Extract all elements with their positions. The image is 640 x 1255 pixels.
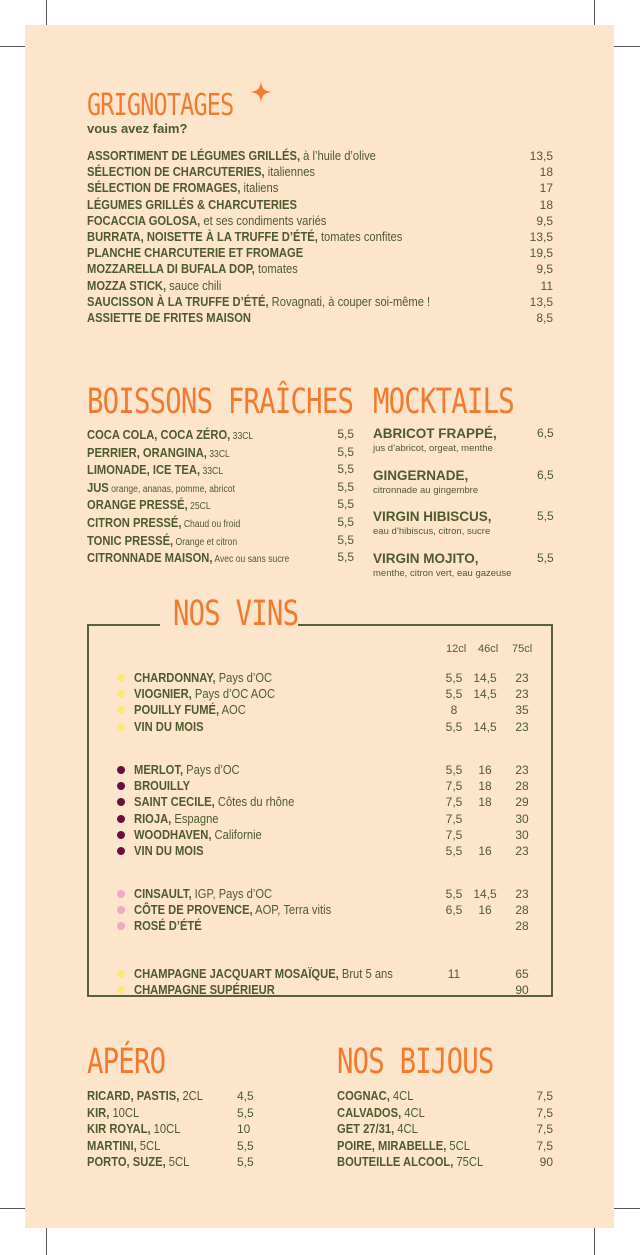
wine-item-text <box>134 886 272 902</box>
wine-item-desc: Pays d’OC AOC <box>191 686 276 702</box>
wine-item-text <box>134 902 331 918</box>
drink-item-desc: 33CL <box>200 466 224 478</box>
menu-item-desc: à l’huile d’olive <box>300 148 376 163</box>
wine-price-12cl: 8 <box>450 703 458 718</box>
menu-item-name: LÉGUMES GRILLÉS & CHARCUTERIES <box>87 196 297 212</box>
crop-mark <box>614 1208 640 1209</box>
drink-item-name: COCA COLA, COCA ZÉRO, <box>87 427 231 442</box>
wine-item-text <box>134 794 294 810</box>
wine-item-name: CÔTE DE PROVENCE, <box>134 902 253 918</box>
mocktail-desc: jus d’abricot, orgeat, menthe <box>373 443 493 454</box>
wine-price-75cl: 35 <box>515 703 529 718</box>
wine-color-dot <box>117 815 125 823</box>
wine-price-12cl: 5,5 <box>445 671 463 685</box>
menu-item <box>87 229 553 245</box>
menu-item-price: 8,5 <box>536 311 553 325</box>
drink-item-price: 5,5 <box>337 550 354 565</box>
menu-item-price: 17 <box>539 181 553 196</box>
bijou-item <box>337 1105 553 1122</box>
crop-mark <box>594 1228 595 1255</box>
drink-item-name: JUS <box>87 479 109 495</box>
menu-item-desc: tomates confites <box>317 229 403 244</box>
apero-item <box>87 1138 257 1155</box>
crop-mark <box>0 46 25 47</box>
menu-item-text <box>87 180 278 196</box>
bijou-item-text <box>337 1088 413 1105</box>
drink-item-text <box>87 514 240 534</box>
apero-item <box>87 1105 257 1122</box>
menu-item-text <box>87 310 251 326</box>
mocktail-name: VIRGIN HIBISCUS, <box>373 509 492 524</box>
wine-price-75cl: 29 <box>515 795 529 810</box>
menu-item-name: MOZZARELLA DI BUFALA DOP, <box>87 261 255 277</box>
drink-item-price: 5,5 <box>337 427 354 441</box>
wine-item-text <box>134 686 275 702</box>
menu-item-desc: tomates <box>254 261 298 277</box>
menu-item <box>87 310 553 326</box>
drink-item-text <box>87 479 235 499</box>
menu-item-text <box>87 164 315 180</box>
wine-item-text <box>134 702 246 718</box>
wine-item-name: RIOJA, <box>134 810 172 826</box>
wine-color-dot <box>117 970 125 978</box>
drink-item-desc: orange, ananas, pomme, abricot <box>108 483 235 495</box>
wine-color-dot <box>117 890 125 898</box>
menu-item-text <box>87 197 297 213</box>
drink-item <box>87 549 354 569</box>
wine-item-text <box>134 670 272 686</box>
bijou-item-name: GET 27/31, <box>337 1121 395 1136</box>
drink-item-desc: 25CL <box>187 501 211 513</box>
wine-price-75cl: 28 <box>515 779 529 794</box>
wine-item-name: BROUILLY <box>134 778 191 794</box>
wine-color-dot <box>117 766 125 774</box>
wine-price-12cl: 5,5 <box>445 763 463 777</box>
menu-item-name: PLANCHE CHARCUTERIE ET FROMAGE <box>87 245 304 261</box>
bijou-item-price: 90 <box>539 1155 553 1169</box>
mocktail-price: 6,5 <box>537 467 554 482</box>
wine-price-75cl: 23 <box>515 844 529 858</box>
wine-price-75cl: 65 <box>515 967 529 981</box>
apero-item-text <box>87 1121 180 1138</box>
drink-item-name: ORANGE PRESSÉ, <box>87 497 188 513</box>
drink-item-name: CITRONNADE MAISON, <box>87 550 213 566</box>
apero-item-desc: 10CL <box>109 1104 140 1120</box>
drink-item-desc: Avec ou sans sucre <box>212 554 290 566</box>
menu-item-name: ASSORTIMENT DE LÉGUMES GRILLÉS, <box>87 148 301 163</box>
bijou-item-name: CALVADOS, <box>337 1104 402 1120</box>
drink-item-name: CITRON PRESSÉ, <box>87 515 182 530</box>
wine-item-desc: IGP, Pays d’OC <box>191 886 273 901</box>
menu-item-text <box>87 229 402 245</box>
mocktail-price: 5,5 <box>537 550 554 565</box>
mocktail-desc: eau d’hibiscus, citron, sucre <box>373 526 491 537</box>
menu-item-price: 19,5 <box>529 246 553 261</box>
menu-item-price: 9,5 <box>536 262 553 277</box>
bijous-title: NOS BIJOUS <box>337 1042 494 1082</box>
wine-price-12cl: 7,5 <box>445 827 463 842</box>
wine-price-75cl: 23 <box>515 671 529 685</box>
wine-item-text <box>134 982 275 998</box>
menu-item-desc: italiens <box>240 180 279 196</box>
mocktails-title: MOCKTAILS <box>373 382 514 422</box>
wine-price-12cl: 5,5 <box>445 687 463 702</box>
apero-item-text <box>87 1138 160 1155</box>
wine-price-75cl: 30 <box>515 827 529 842</box>
mocktail-price: 5,5 <box>537 509 554 523</box>
wine-price-12cl: 5,5 <box>445 844 463 858</box>
menu-item <box>87 180 553 196</box>
apero-item <box>87 1154 257 1171</box>
wine-price-12cl: 5,5 <box>445 887 463 901</box>
wine-item-text <box>134 827 262 843</box>
wine-price-12cl: 6,5 <box>445 903 463 918</box>
wine-item-text <box>134 966 393 982</box>
wine-item-text <box>134 778 190 794</box>
menu-item-text <box>87 148 376 164</box>
wine-price-46cl: 14,5 <box>473 687 497 702</box>
menu-item-price: 13,5 <box>529 230 553 244</box>
bijou-item <box>337 1138 553 1155</box>
wine-item-name: POUILLY FUMÉ, <box>134 702 220 718</box>
bijou-item-text <box>337 1105 425 1122</box>
wine-price-12cl: 7,5 <box>445 795 463 810</box>
bijou-item-price: 7,5 <box>536 1105 553 1120</box>
mocktail-desc: citronnade au gingembre <box>373 484 479 496</box>
apero-item-price: 5,5 <box>237 1155 254 1169</box>
apero-item-text <box>87 1088 203 1105</box>
wine-item-name: CHAMPAGNE JACQUART MOSAÏQUE, <box>134 966 339 981</box>
menu-item <box>87 213 553 229</box>
grignotages-title: GRIGNOTAGES <box>87 88 234 123</box>
bijou-item-text <box>337 1121 418 1138</box>
crop-mark <box>594 0 595 25</box>
crop-mark <box>614 46 640 47</box>
wine-price-75cl: 23 <box>515 687 529 702</box>
wine-item-name: CHARDONNAY, <box>134 670 216 685</box>
drink-item-text <box>87 549 289 569</box>
wine-item-name: CHAMPAGNE SUPÉRIEUR <box>134 982 275 998</box>
wine-price-75cl: 90 <box>515 983 529 998</box>
apero-item-price: 10 <box>237 1122 251 1136</box>
wine-item-desc: Pays d’OC <box>215 670 273 685</box>
apero-item-name: KIR ROYAL, <box>87 1121 151 1136</box>
wine-item-desc: Californie <box>211 826 262 842</box>
wine-item-name: MERLOT, <box>134 762 184 777</box>
bijou-item-text <box>337 1154 483 1171</box>
crop-mark <box>0 1208 25 1209</box>
wine-price-12cl: 11 <box>447 967 461 981</box>
wine-item-desc: AOP, Terra vitis <box>252 902 332 918</box>
apero-item-price: 5,5 <box>237 1105 254 1120</box>
menu-item-text <box>87 261 298 277</box>
apero-item-text <box>87 1154 189 1171</box>
wine-price-46cl: 18 <box>478 795 492 810</box>
menu-item-name: BURRATA, NOISETTE À LA TRUFFE D’ÉTÉ, <box>87 229 318 244</box>
menu-item <box>87 197 553 213</box>
menu-item <box>87 261 553 277</box>
wine-price-46cl: 14,5 <box>473 671 497 685</box>
apero-item <box>87 1121 257 1138</box>
bijou-item <box>337 1154 553 1171</box>
mocktail-name: ABRICOT FRAPPÉ, <box>373 426 497 441</box>
apero-item-name: PORTO, SUZE, <box>87 1154 166 1169</box>
wine-price-75cl: 23 <box>515 719 529 734</box>
menu-item-desc: italiennes <box>264 164 316 180</box>
wine-price-46cl: 16 <box>478 844 492 858</box>
bijou-item-desc: 5CL <box>446 1137 470 1153</box>
drink-item-desc: 33CL <box>206 448 230 460</box>
grignotages-subtitle: vous avez faim? <box>87 121 188 136</box>
wine-item-name: SAINT CECILE, <box>134 794 215 810</box>
mocktail-price: 6,5 <box>537 426 554 440</box>
wine-item-desc: Côtes du rhône <box>214 794 295 810</box>
wine-header-75cl: 75cl <box>512 643 533 655</box>
drink-item-price: 5,5 <box>337 532 354 547</box>
drink-item-price: 5,5 <box>337 497 354 512</box>
menu-item-text <box>87 245 303 261</box>
drink-item-name: LIMONADE, ICE TEA, <box>87 462 201 478</box>
drink-item-text <box>87 426 253 446</box>
wine-header-12cl: 12cl <box>446 643 467 655</box>
wine-item-text <box>134 762 240 778</box>
wine-item-name: ROSÉ D’ÉTÉ <box>134 918 202 934</box>
mocktail-name: GINGERNADE, <box>373 467 469 483</box>
sparkle-icon <box>250 81 272 103</box>
wine-item-text <box>134 719 204 735</box>
bijou-item-name: COGNAC, <box>337 1088 390 1103</box>
menu-item <box>87 148 553 164</box>
wine-price-12cl: 7,5 <box>445 811 463 826</box>
bijou-item-text <box>337 1138 470 1155</box>
drink-item-price: 5,5 <box>337 444 354 459</box>
drink-item-text <box>87 532 237 552</box>
menu-item-text <box>87 213 326 229</box>
wine-price-46cl: 14,5 <box>473 719 497 734</box>
menu-item <box>87 164 553 180</box>
drink-item-name: TONIC PRESSÉ, <box>87 532 174 548</box>
wine-price-46cl: 16 <box>478 903 492 918</box>
bijou-item-desc: 4CL <box>394 1121 418 1136</box>
wine-color-dot <box>117 674 125 682</box>
apero-item-desc: 5CL <box>165 1154 190 1169</box>
wine-item-name: CINSAULT, <box>134 886 192 901</box>
apero-item-desc: 10CL <box>150 1121 181 1136</box>
wine-price-12cl: 5,5 <box>445 719 463 734</box>
apero-item-price: 4,5 <box>237 1089 254 1103</box>
wine-price-75cl: 30 <box>515 811 529 826</box>
wine-header-46cl: 46cl <box>478 643 499 655</box>
drink-item-desc: 33CL <box>230 431 254 442</box>
bijou-item-desc: 4CL <box>401 1104 425 1120</box>
drink-item-text <box>87 496 211 516</box>
crop-mark <box>46 0 47 25</box>
apero-item-name: KIR, <box>87 1104 110 1120</box>
menu-item-price: 13,5 <box>529 294 553 309</box>
apero-item-price: 5,5 <box>237 1138 254 1153</box>
wine-item-name: WOODHAVEN, <box>134 826 212 842</box>
drink-item-name: PERRIER, ORANGINA, <box>87 444 207 460</box>
wine-price-46cl: 16 <box>478 763 492 777</box>
menu-item-text <box>87 294 430 310</box>
wine-item-desc: Pays d’OC <box>183 762 240 777</box>
wine-price-75cl: 23 <box>515 763 529 777</box>
wine-item-desc: Espagne <box>171 810 219 826</box>
bijou-item-price: 7,5 <box>536 1089 553 1103</box>
drink-item-price: 5,5 <box>337 479 354 494</box>
wine-price-75cl: 23 <box>515 887 529 901</box>
bijou-item-price: 7,5 <box>536 1138 553 1153</box>
menu-item-name: SAUCISSON À LA TRUFFE D’ÉTÉ, <box>87 293 269 309</box>
bijou-item-desc: 75CL <box>453 1154 484 1169</box>
drink-item-price: 5,5 <box>337 515 354 529</box>
wine-color-dot <box>117 847 125 855</box>
menu-item-desc: et ses condiments variés <box>200 212 327 228</box>
drink-item-price: 5,5 <box>337 462 354 477</box>
wine-item-text <box>134 811 219 827</box>
menu-item-name: SÉLECTION DE CHARCUTERIES, <box>87 164 265 180</box>
apero-item-text <box>87 1105 139 1122</box>
wine-color-dot <box>117 831 125 839</box>
wine-color-dot <box>117 723 125 731</box>
menu-item-text <box>87 278 221 294</box>
drink-item <box>87 532 354 552</box>
menu-item-price: 11 <box>540 278 553 293</box>
apero-title: APÉRO <box>87 1042 166 1082</box>
wine-item-desc: AOC <box>219 702 246 718</box>
menu-item-name: SÉLECTION DE FROMAGES, <box>87 180 241 196</box>
wine-price-75cl: 28 <box>515 903 529 918</box>
bijou-item-price: 7,5 <box>536 1122 553 1136</box>
wine-item-name: VIN DU MOIS <box>134 718 204 734</box>
drink-item <box>87 461 354 481</box>
menu-item <box>87 245 553 261</box>
drink-item-text <box>87 461 223 481</box>
bijou-item-name: BOUTEILLE ALCOOL, <box>337 1154 454 1169</box>
apero-item <box>87 1088 257 1105</box>
menu-item-price: 18 <box>539 165 553 180</box>
vins-title: NOS VINS <box>173 594 299 634</box>
menu-item-name: ASSIETTE DE FRITES MAISON <box>87 310 251 325</box>
wine-item-desc: Brut 5 ans <box>338 966 393 981</box>
drink-item-desc: Chaud ou froid <box>181 519 241 530</box>
drink-item <box>87 479 354 499</box>
menu-item-desc: sauce chili <box>166 277 222 293</box>
wine-item-text <box>134 918 202 934</box>
wine-price-75cl: 28 <box>515 919 529 934</box>
drink-item <box>87 444 354 464</box>
menu-item <box>87 278 553 294</box>
wine-item-name: VIN DU MOIS <box>134 843 204 858</box>
wine-item-name: VIOGNIER, <box>134 686 192 702</box>
drink-item-desc: Orange et citron <box>173 536 238 548</box>
drink-item-text <box>87 444 230 464</box>
wine-price-12cl: 7,5 <box>445 779 463 794</box>
crop-mark <box>46 1228 47 1255</box>
menu-item-price: 18 <box>539 197 553 212</box>
drink-item <box>87 496 354 516</box>
mocktail-desc: menthe, citron vert, eau gazeuse <box>373 567 512 579</box>
apero-item-desc: 2CL <box>179 1088 203 1103</box>
wine-item-text <box>134 843 204 859</box>
menu-item-desc: Rovagnati, à couper soi-même ! <box>268 293 431 309</box>
bijou-item <box>337 1088 553 1105</box>
wine-price-46cl: 14,5 <box>473 887 497 901</box>
bijou-item-desc: 4CL <box>389 1088 414 1103</box>
bijou-item <box>337 1121 553 1138</box>
menu-item-name: FOCACCIA GOLOSA, <box>87 212 201 228</box>
menu-item <box>87 294 553 310</box>
boissons-title: BOISSONS FRAÎCHES <box>87 382 354 422</box>
apero-item-name: MARTINI, <box>87 1137 137 1153</box>
apero-item-desc: 5CL <box>136 1137 161 1153</box>
apero-item-name: RICARD, PASTIS, <box>87 1088 180 1103</box>
menu-item-price: 9,5 <box>536 213 553 228</box>
menu-item-name: MOZZA STICK, <box>87 277 167 293</box>
menu-item-price: 13,5 <box>529 149 553 163</box>
mocktail-name: VIRGIN MOJITO, <box>373 550 479 566</box>
wine-price-46cl: 18 <box>478 779 492 794</box>
drink-item <box>87 514 354 534</box>
bijou-item-name: POIRE, MIRABELLE, <box>337 1137 447 1153</box>
drink-item <box>87 426 354 446</box>
